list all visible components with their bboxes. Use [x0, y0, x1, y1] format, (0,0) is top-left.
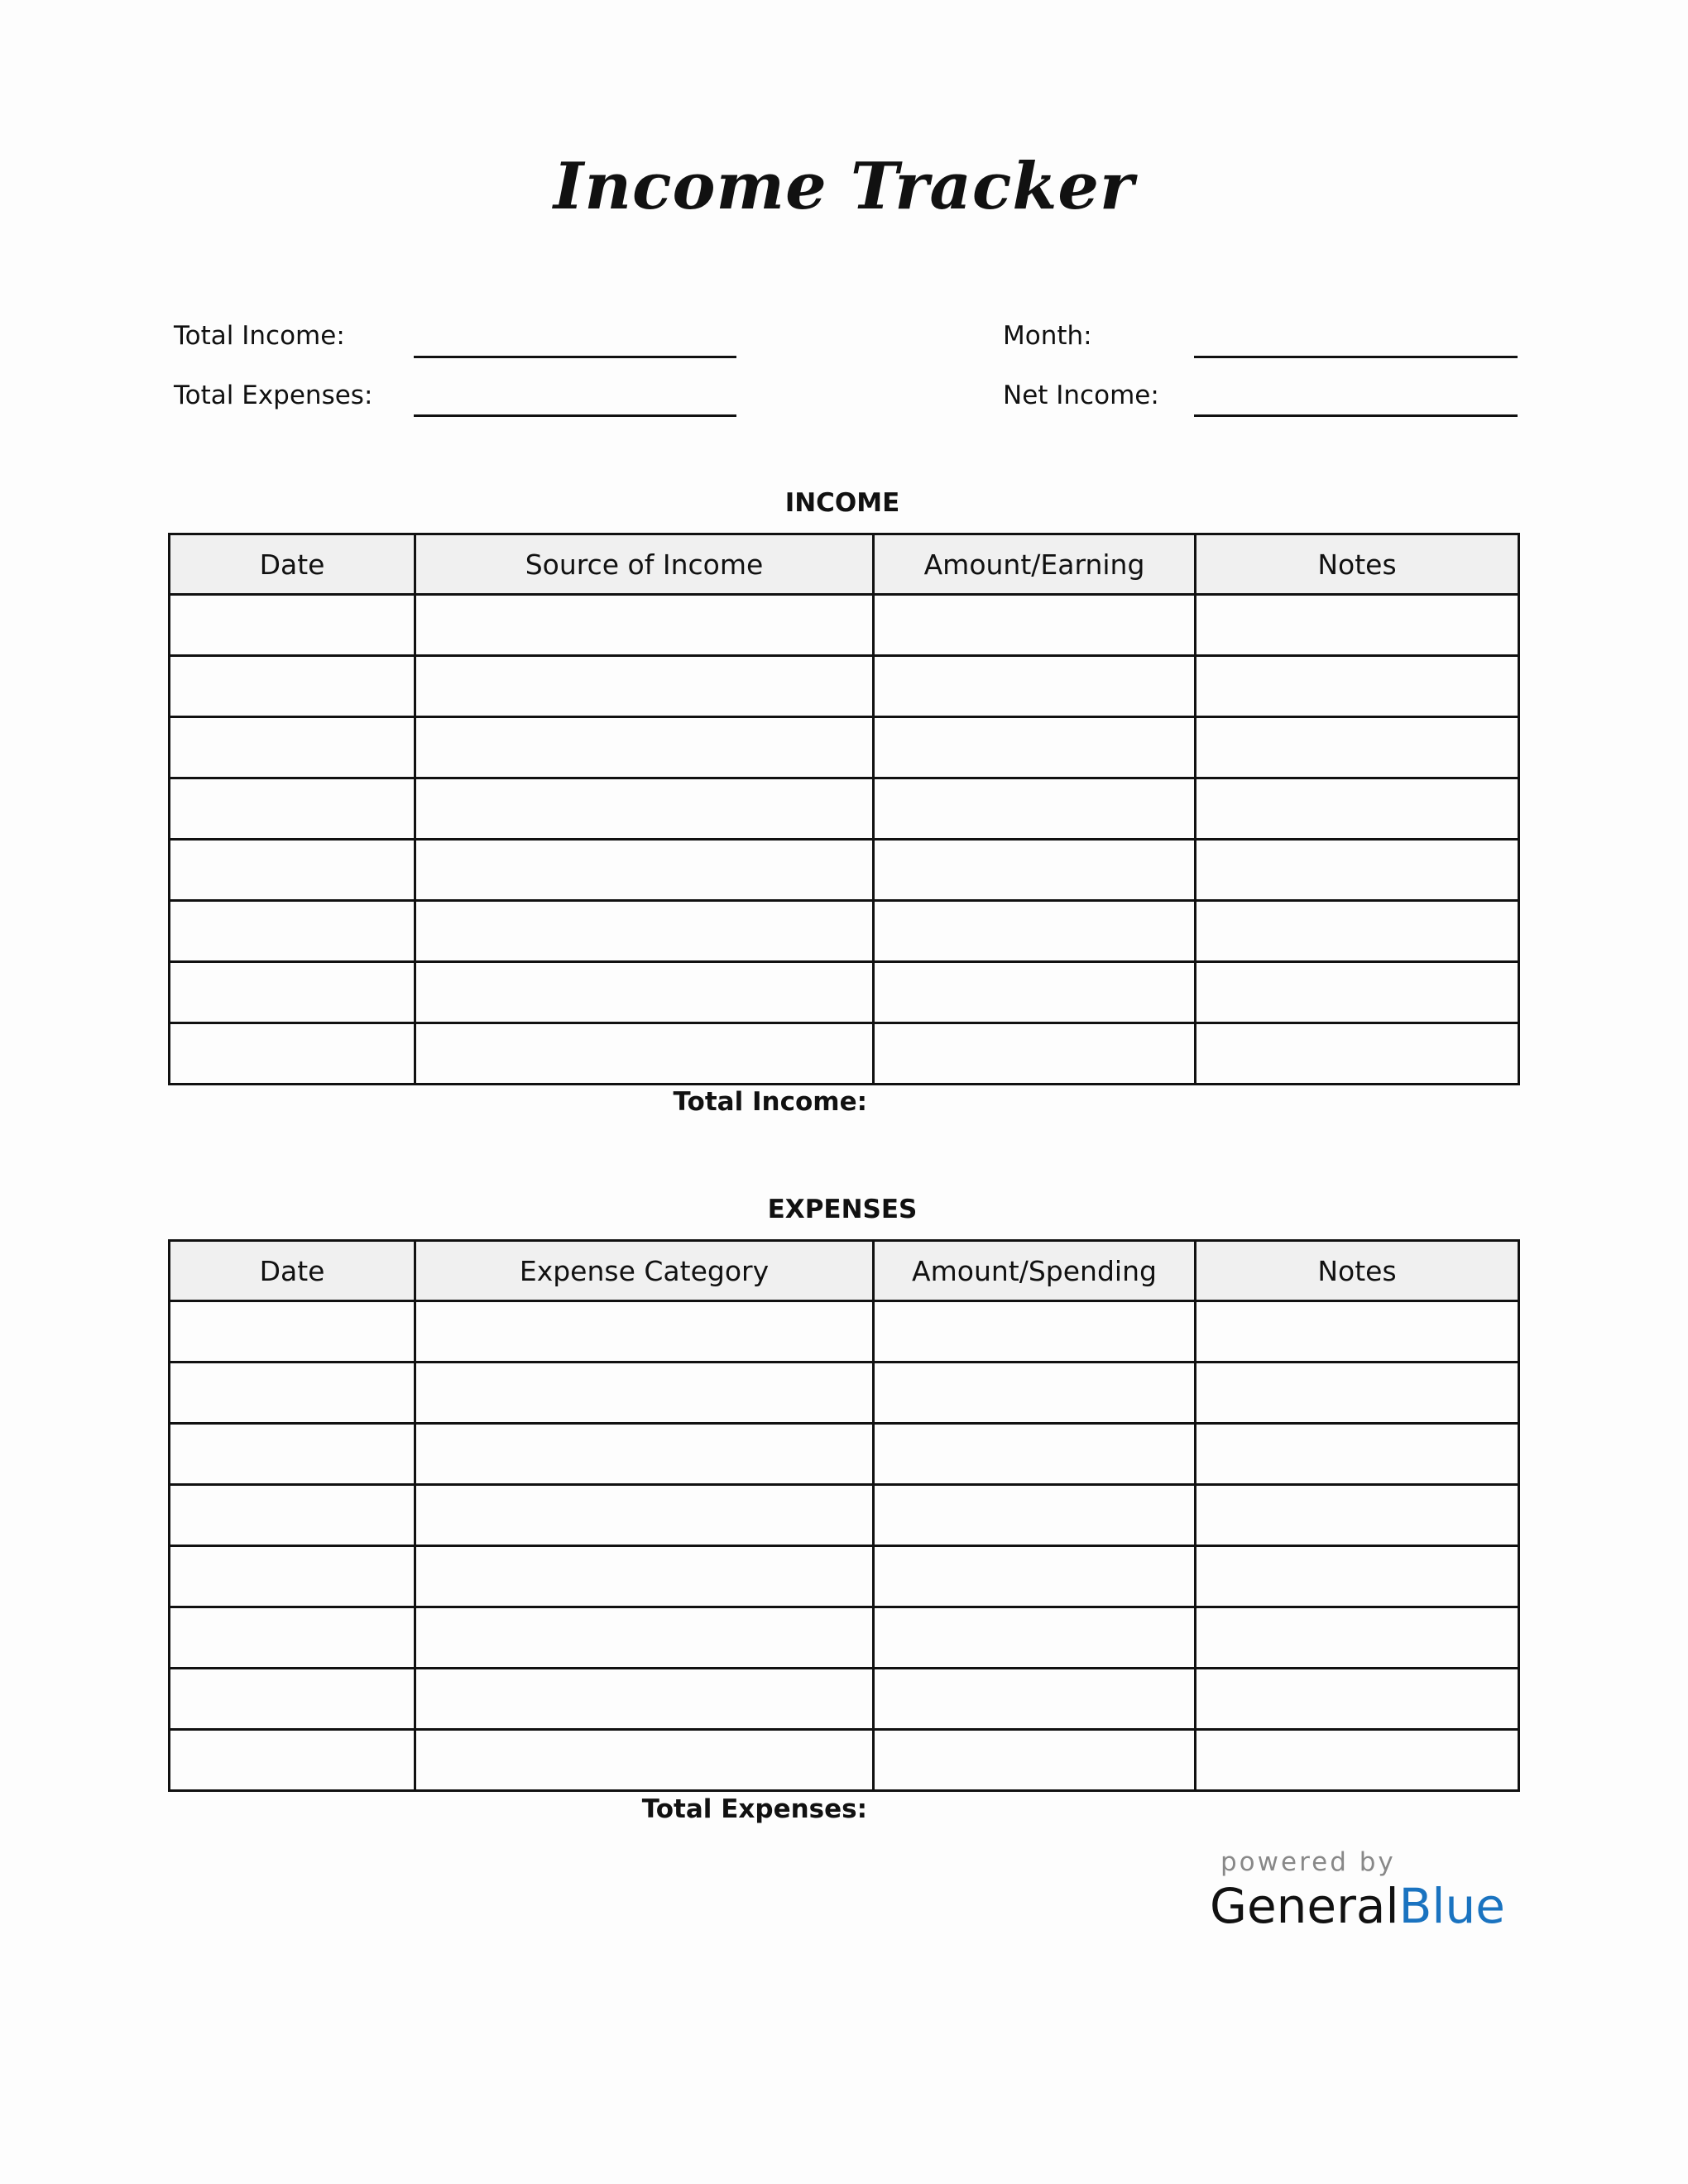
table-cell[interactable]	[874, 717, 1196, 778]
powered-by-text: powered by	[1220, 1847, 1396, 1877]
table-row	[170, 962, 1519, 1023]
table-cell[interactable]	[415, 778, 874, 840]
table-cell[interactable]	[874, 1023, 1196, 1085]
table-cell[interactable]	[415, 717, 874, 778]
table-row	[170, 1607, 1519, 1669]
expenses-total-label: Total Expenses:	[641, 1794, 867, 1824]
table-cell[interactable]	[415, 1730, 874, 1791]
table-cell[interactable]	[1196, 717, 1519, 778]
table-cell[interactable]	[874, 1546, 1196, 1607]
table-cell[interactable]	[874, 901, 1196, 962]
table-cell[interactable]	[874, 656, 1196, 717]
income-total-label: Total Income:	[673, 1087, 867, 1117]
table-cell[interactable]	[874, 1485, 1196, 1546]
column-header: Notes	[1196, 1241, 1519, 1301]
table-cell[interactable]	[874, 1363, 1196, 1424]
table-cell[interactable]	[170, 1301, 415, 1363]
header-row	[170, 1241, 1519, 1301]
table-cell[interactable]	[170, 1363, 415, 1424]
table-cell[interactable]	[415, 656, 874, 717]
table-cell[interactable]	[874, 962, 1196, 1023]
table-cell[interactable]	[170, 901, 415, 962]
table-cell[interactable]	[170, 1546, 415, 1607]
column-header: Expense Category	[415, 1241, 874, 1301]
table-cell[interactable]	[415, 1485, 874, 1546]
table-row	[170, 717, 1519, 778]
net-income-field[interactable]	[1194, 414, 1518, 417]
table-row	[170, 901, 1519, 962]
table-cell[interactable]	[170, 595, 415, 656]
table-row	[170, 1023, 1519, 1085]
table-row	[170, 595, 1519, 656]
logo-blue: Blue	[1398, 1878, 1505, 1934]
table-row	[170, 656, 1519, 717]
expenses-table	[168, 1239, 1520, 1792]
table-cell[interactable]	[170, 1607, 415, 1669]
table-row	[170, 1730, 1519, 1791]
table-cell[interactable]	[170, 1485, 415, 1546]
table-cell[interactable]	[1196, 962, 1519, 1023]
table-row	[170, 1301, 1519, 1363]
table-cell[interactable]	[170, 656, 415, 717]
table-cell[interactable]	[415, 1363, 874, 1424]
table-cell[interactable]	[415, 962, 874, 1023]
income-heading: INCOME	[784, 488, 900, 518]
column-header: Source of Income	[415, 534, 874, 595]
table-cell[interactable]	[415, 1023, 874, 1085]
table-cell[interactable]	[1196, 1730, 1519, 1791]
table-cell[interactable]	[1196, 901, 1519, 962]
expenses-heading: EXPENSES	[767, 1195, 918, 1224]
column-header: Date	[170, 534, 415, 595]
table-row	[170, 778, 1519, 840]
table-cell[interactable]	[415, 1546, 874, 1607]
table-cell[interactable]	[415, 840, 874, 901]
table-cell[interactable]	[170, 1424, 415, 1485]
table-row	[170, 1669, 1519, 1730]
table-cell[interactable]	[170, 840, 415, 901]
table-cell[interactable]	[170, 717, 415, 778]
column-header: Notes	[1196, 534, 1519, 595]
table-cell[interactable]	[874, 1669, 1196, 1730]
table-cell[interactable]	[170, 778, 415, 840]
column-header: Date	[170, 1241, 415, 1301]
logo-general: General	[1210, 1878, 1399, 1934]
table-row	[170, 1424, 1519, 1485]
month-field[interactable]	[1194, 356, 1518, 358]
table-cell[interactable]	[415, 1669, 874, 1730]
total-expenses-label: Total Expenses:	[174, 381, 373, 410]
table-cell[interactable]	[1196, 1546, 1519, 1607]
net-income-label: Net Income:	[1003, 381, 1159, 410]
table-cell[interactable]	[170, 1669, 415, 1730]
income-table	[168, 533, 1520, 1085]
column-header: Amount/Earning	[874, 534, 1196, 595]
table-cell[interactable]	[1196, 1607, 1519, 1669]
table-row	[170, 840, 1519, 901]
table-cell[interactable]	[1196, 1485, 1519, 1546]
table-cell[interactable]	[1196, 1363, 1519, 1424]
column-header: Amount/Spending	[874, 1241, 1196, 1301]
table-cell[interactable]	[1196, 1023, 1519, 1085]
table-cell[interactable]	[874, 840, 1196, 901]
total-income-field[interactable]	[414, 356, 736, 358]
generalblue-logo	[1210, 1878, 1505, 1934]
table-cell[interactable]	[1196, 840, 1519, 901]
table-cell[interactable]	[1196, 595, 1519, 656]
table-cell[interactable]	[874, 1730, 1196, 1791]
total-expenses-field[interactable]	[414, 414, 736, 417]
table-cell[interactable]	[874, 1607, 1196, 1669]
table-cell[interactable]	[1196, 1669, 1519, 1730]
table-cell[interactable]	[874, 1301, 1196, 1363]
table-cell[interactable]	[1196, 778, 1519, 840]
table-cell[interactable]	[1196, 656, 1519, 717]
table-row	[170, 1485, 1519, 1546]
page-title: Income Tracker	[553, 149, 1135, 224]
table-cell[interactable]	[1196, 1301, 1519, 1363]
table-cell[interactable]	[415, 1424, 874, 1485]
table-cell[interactable]	[874, 595, 1196, 656]
table-cell[interactable]	[874, 778, 1196, 840]
table-cell[interactable]	[415, 595, 874, 656]
table-cell[interactable]	[170, 962, 415, 1023]
table-cell[interactable]	[1196, 1424, 1519, 1485]
table-cell[interactable]	[874, 1424, 1196, 1485]
header-row	[170, 534, 1519, 595]
table-cell[interactable]	[415, 1301, 874, 1363]
table-cell[interactable]	[415, 901, 874, 962]
table-row	[170, 1363, 1519, 1424]
table-cell[interactable]	[170, 1730, 415, 1791]
table-row	[170, 1546, 1519, 1607]
table-cell[interactable]	[415, 1607, 874, 1669]
table-cell[interactable]	[170, 1023, 415, 1085]
total-income-label: Total Income:	[174, 321, 345, 351]
month-label: Month:	[1003, 321, 1092, 351]
